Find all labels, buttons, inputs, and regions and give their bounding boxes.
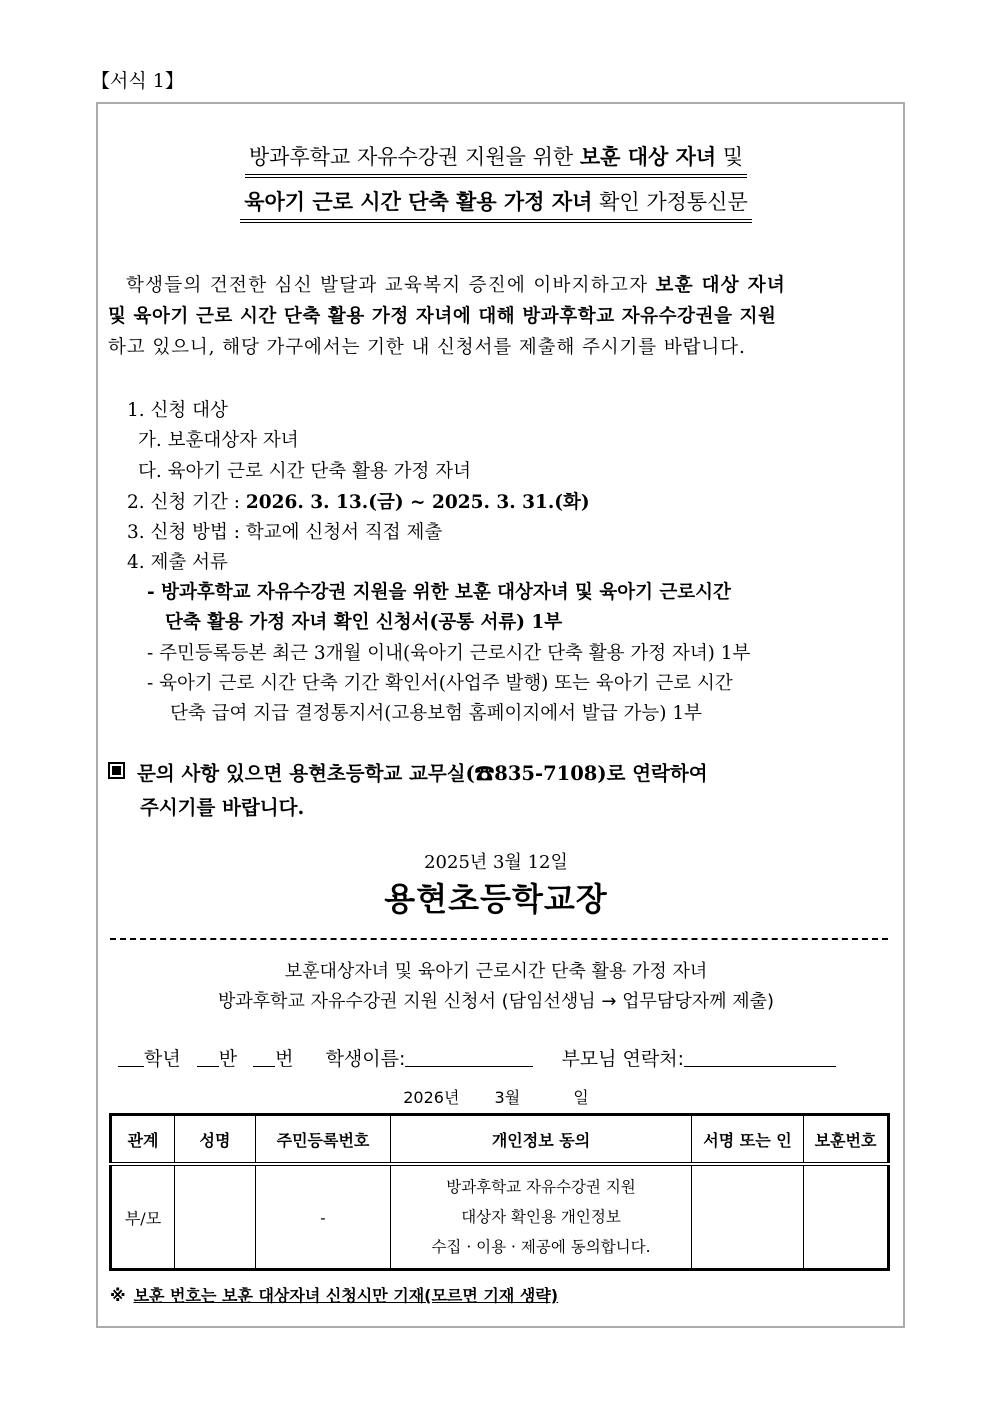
- issue-date: 2025년 3월 12일: [424, 852, 568, 873]
- date-day: 일: [573, 1088, 589, 1107]
- header-rrn: 주민등록번호: [256, 1115, 391, 1165]
- notice-title-line1: [0, 141, 992, 178]
- section-4-heading: 4. 제출 서류: [127, 552, 228, 573]
- section-1-heading: 1. 신청 대상: [127, 400, 228, 421]
- cell-signature[interactable]: [692, 1164, 804, 1270]
- date-year: 2026년: [403, 1088, 460, 1107]
- header-veteran-number: 보훈번호: [804, 1115, 889, 1165]
- period-label: 2. 신청 기간 :: [127, 492, 246, 513]
- table-header-row: [111, 1115, 889, 1165]
- consent-text: 방과후학교 자유수강권 지원: [446, 1178, 636, 1196]
- title-text: 및: [716, 145, 744, 169]
- cell-veteran-number[interactable]: [804, 1164, 889, 1270]
- cut-line: [110, 938, 888, 940]
- table-row: [111, 1164, 889, 1270]
- date-month: 3월: [494, 1088, 521, 1107]
- number-label: 번: [275, 1048, 294, 1070]
- footnote-text: 보훈 번호는 보훈 대상자녀 신청시만 기재(모르면 기재 생략): [133, 1286, 559, 1305]
- parent-contact-label: 부모님 연락처:: [561, 1048, 685, 1070]
- application-table: [109, 1113, 890, 1271]
- intro-paragraph: [108, 270, 898, 363]
- title-text: 확인 가정통신문: [592, 190, 748, 214]
- document-item-3-line2: 단축 급여 지급 결정통지서(고용보험 홈페이지에서 발급 가능) 1부: [170, 703, 703, 724]
- header-consent: 개인정보 동의: [391, 1115, 692, 1165]
- application-title-line1: 보훈대상자녀 및 육아기 근로시간 단축 활용 가정 자녀: [284, 961, 708, 982]
- student-name-label: 학생이름:: [325, 1048, 406, 1070]
- inquiry-text: 문의 사항 있으면 용현초등학교 교무실(☎835-7108)로 연락하여: [137, 762, 708, 785]
- student-info-fields: [118, 1044, 836, 1071]
- title-bold-text: 육아기 근로 시간 단축 활용 가정 자녀: [244, 190, 593, 214]
- student-name-field[interactable]: [405, 1048, 533, 1067]
- header-signature: 서명 또는 인: [692, 1115, 804, 1165]
- document-item-3-line1: - 육아기 근로 시간 단축 기간 확인서(사업주 발행) 또는 육아기 근로 시간: [147, 673, 733, 694]
- cell-rrn[interactable]: -: [256, 1164, 391, 1270]
- application-date: [0, 1085, 992, 1108]
- header-name: 성명: [175, 1115, 256, 1165]
- inquiry-notice: [108, 757, 708, 825]
- class-field[interactable]: [197, 1048, 219, 1067]
- section-1-item-b: 다. 육아기 근로 시간 단축 활용 가정 자녀: [138, 461, 471, 482]
- section-1-item-a: 가. 보훈대상자 자녀: [138, 430, 299, 451]
- document-item-1-line2: 단축 활용 가정 자녀 확인 신청서(공통 서류) 1부: [165, 612, 563, 633]
- reference-mark-icon: ※: [110, 1286, 126, 1305]
- principal-signature: 용현초등학교장: [384, 880, 608, 918]
- grade-label: 학년: [144, 1048, 181, 1070]
- section-3-method: 3. 신청 방법 : 학교에 신청서 직접 제출: [127, 522, 443, 543]
- header-relation: 관계: [111, 1115, 175, 1165]
- intro-bold-text: 보훈 대상 자녀: [655, 275, 787, 296]
- footnote: [110, 1283, 558, 1306]
- grade-field[interactable]: [118, 1048, 144, 1067]
- consent-text: 대상자 확인용 개인정보: [461, 1208, 621, 1226]
- consent-text: 수집 · 이용 · 제공에 동의합니다.: [431, 1238, 651, 1256]
- period-value: 2026. 3. 13.(금) ~ 2025. 3. 31.(화): [245, 492, 590, 513]
- cell-relation: 부/모: [111, 1164, 175, 1270]
- document-item-2: - 주민등록등본 최근 3개월 이내(육아기 근로시간 단축 활용 가정 자녀) 1부: [147, 643, 751, 664]
- intro-text: 학생들의 건전한 심신 발달과 교육복지 증진에 이바지하고자: [126, 275, 656, 296]
- cell-consent: [391, 1164, 692, 1270]
- section-2-period: [127, 488, 590, 514]
- application-title-line2: 방과후학교 자유수강권 지원 신청서 (담임선생님 → 업무담당자께 제출): [217, 991, 775, 1012]
- title-text: 방과후학교 자유수강권 지원을 위한: [248, 145, 580, 169]
- notice-title-line2: [0, 186, 992, 223]
- parent-contact-field[interactable]: [684, 1048, 836, 1067]
- inquiry-text: 주시기를 바랍니다.: [140, 796, 305, 819]
- number-field[interactable]: [253, 1048, 275, 1067]
- intro-text: 하고 있으니, 해당 가구에서는 기한 내 신청서를 제출해 주시기를 바랍니다.: [108, 337, 746, 358]
- form-label: 【서식 1】: [91, 70, 184, 92]
- square-bullet-icon: [108, 762, 125, 779]
- cell-name[interactable]: [175, 1164, 256, 1270]
- class-label: 반: [218, 1048, 238, 1070]
- title-bold-text: 보훈 대상 자녀: [579, 145, 717, 169]
- intro-bold-text: 및 육아기 근로 시간 단축 활용 가정 자녀에 대해 방과후학교 자유수강권을 지원: [108, 306, 777, 327]
- document-item-1-line1: - 방과후학교 자유수강권 지원을 위한 보훈 대상자녀 및 육아기 근로시간: [147, 582, 731, 603]
